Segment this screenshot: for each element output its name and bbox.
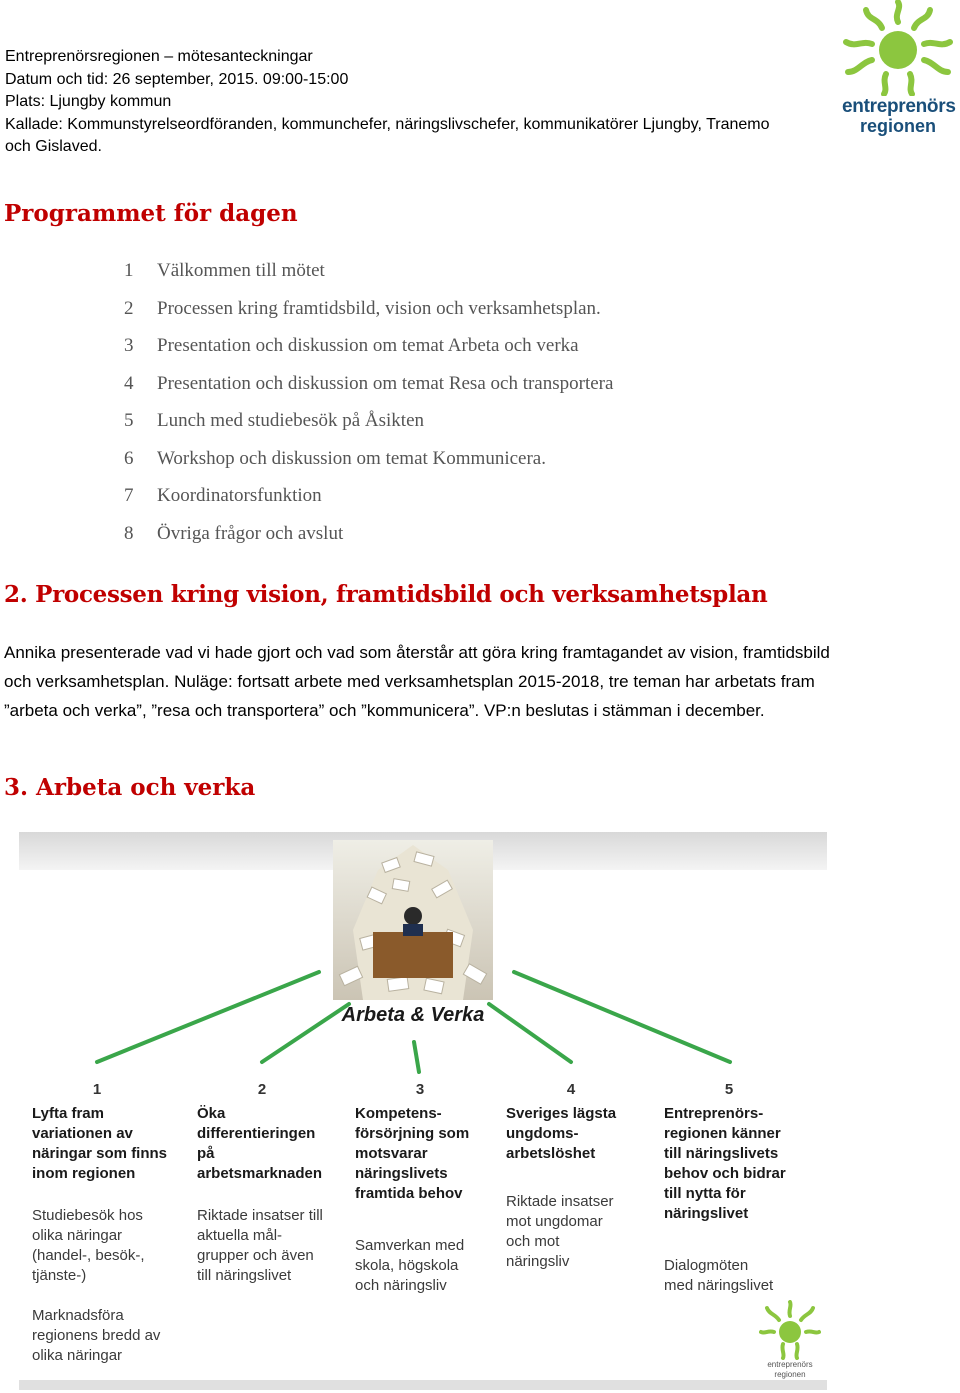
theme-desc-line: skola, högskola — [355, 1257, 459, 1274]
theme-title-line: framtida behov — [355, 1185, 463, 1202]
theme-title-line: näringar som finns — [32, 1145, 168, 1162]
theme-desc-line: och näringsliv — [355, 1277, 447, 1294]
theme-title-line: till nytta för — [664, 1185, 746, 1202]
theme-number: 5 — [724, 1081, 734, 1098]
agenda-number: 5 — [124, 410, 134, 431]
theme-title — [32, 1104, 167, 1184]
logo-word-entreprenors: entreprenörs — [842, 96, 956, 117]
slide-bottom-band — [19, 1380, 827, 1390]
theme-title-line: motsvarar — [355, 1145, 428, 1162]
section-3-heading: 3. Arbeta och verka — [4, 774, 256, 801]
theme-title-line: Lyfta fram — [32, 1105, 104, 1122]
agenda-number: 8 — [124, 522, 134, 544]
program-heading: Programmet för dagen — [4, 200, 298, 227]
theme-number: 4 — [566, 1081, 576, 1098]
agenda-number: 3 — [124, 335, 134, 356]
theme-desc-line: Riktade insatser till — [197, 1207, 323, 1224]
header-title: Entreprenörsregionen – mötesanteckningar — [5, 48, 313, 65]
agenda-number: 2 — [124, 297, 134, 319]
theme-title — [664, 1104, 786, 1224]
section-2-body: Annika presenterade vad vi hade gjort och vad som återstår att göra kring framtagandet av vision, framtidsbild och verksamhetsplan. Nuläge: fortsatt arbete med verksamhetsplan 2015-2018, tre teman har arbetats fram ”arbeta och verka”, ”resa och transportera” och ”kommunicera”. VP:n beslutas i stämman i december. — [4, 643, 830, 720]
slide-caption: Arbeta & Verka — [341, 1004, 485, 1026]
mini-logo-word-regionen: regionen — [774, 1370, 806, 1379]
theme-desc-line: (handel-, besök-, — [32, 1247, 145, 1264]
theme-desc-line: Dialogmöten — [664, 1257, 749, 1274]
mini-sun-logo-icon — [759, 1300, 821, 1360]
theme-title-line: arbetslöshet — [506, 1145, 596, 1162]
theme-desc-line: till näringslivet — [197, 1267, 292, 1284]
agenda-number: 4 — [124, 372, 134, 394]
agenda-text: Presentation och diskussion om temat Arbeta och verka — [157, 335, 579, 356]
theme-desc-line: olika näringar — [32, 1347, 123, 1364]
slide-mini-logo — [759, 1300, 821, 1384]
sun-logo-icon — [842, 0, 954, 96]
theme-title-line: arbetsmarknaden — [197, 1165, 323, 1182]
theme-title — [355, 1104, 469, 1204]
mini-logo-word-entreprenors: entreprenörs — [767, 1360, 813, 1369]
theme-title-line: näringslivet — [664, 1205, 749, 1222]
agenda-text: Presentation och diskussion om temat Resa och transportera — [157, 372, 614, 394]
theme-desc-line: Samverkan med — [355, 1237, 465, 1254]
theme-desc-line: och mot — [506, 1233, 560, 1250]
theme-description — [664, 1256, 773, 1296]
theme-title-line: behov och bidrar — [664, 1165, 786, 1182]
theme-desc-line: grupper och även — [197, 1247, 314, 1264]
theme-title-line: på — [197, 1145, 215, 1162]
theme-desc-spacer — [32, 1286, 160, 1306]
theme-title-line: Öka — [197, 1105, 226, 1122]
theme-title-line: ungdoms- — [506, 1125, 579, 1142]
logo-word-regionen: regionen — [859, 116, 936, 136]
agenda-text: Lunch med studiebesök på Åsikten — [157, 410, 425, 431]
theme-title-line: Entreprenörs- — [664, 1105, 764, 1122]
theme-desc-line: med näringslivet — [664, 1277, 774, 1294]
theme-description — [355, 1236, 464, 1296]
theme-desc-line: mot ungdomar — [506, 1213, 603, 1230]
theme-title-line: inom regionen — [32, 1165, 136, 1182]
agenda-text: Välkommen till mötet — [157, 260, 325, 281]
connector-lines — [19, 832, 827, 1092]
agenda-text: Processen kring framtidsbild, vision och verksamhetsplan. — [157, 297, 601, 319]
agenda-number: 6 — [124, 447, 134, 469]
theme-desc-line: regionens bredd av — [32, 1327, 161, 1344]
agenda-number: 7 — [124, 485, 134, 506]
theme-title-line: näringslivets — [355, 1165, 448, 1182]
theme-description — [32, 1206, 160, 1366]
theme-desc-line: aktuella mål- — [197, 1227, 283, 1244]
theme-title-line: regionen känner — [664, 1125, 781, 1142]
theme-desc-line: Marknadsföra — [32, 1307, 124, 1324]
theme-title-line: differentieringen — [197, 1125, 316, 1142]
agenda-text: Koordinatorsfunktion — [157, 485, 322, 506]
theme-description — [506, 1192, 614, 1272]
theme-title-line: Kompetens- — [355, 1105, 442, 1122]
theme-title-line: till näringslivets — [664, 1145, 779, 1162]
theme-number: 1 — [92, 1081, 102, 1098]
theme-desc-line: näringsliv — [506, 1253, 570, 1270]
agenda-text: Övriga frågor och avslut — [157, 522, 344, 544]
theme-description — [197, 1206, 323, 1286]
theme-desc-line: Studiebesök hos — [32, 1207, 143, 1224]
agenda-number: 1 — [124, 260, 134, 281]
theme-desc-line: Riktade insatser — [506, 1193, 614, 1210]
agenda-text: Workshop och diskussion om temat Kommunicera. — [157, 447, 546, 469]
theme-number: 3 — [415, 1081, 425, 1098]
header-invited: Kallade: Kommunstyrelseordföranden, kommunchefer, näringslivschefer, kommunikatörer Ljungby, Tranemo — [5, 115, 770, 133]
theme-title-line: försörjning som — [355, 1125, 470, 1142]
theme-title — [197, 1104, 322, 1184]
entreprenorsregionen-logo — [842, 0, 954, 140]
theme-desc-line: olika näringar — [32, 1227, 123, 1244]
theme-number: 2 — [257, 1081, 267, 1098]
document-header — [5, 46, 835, 159]
theme-title-line: Sveriges lägsta — [506, 1105, 617, 1122]
header-place: Plats: Ljungby kommun — [5, 93, 172, 110]
theme-desc-line: tjänste-) — [32, 1267, 87, 1284]
theme-title — [506, 1104, 616, 1164]
header-invited-cont: och Gislaved. — [5, 138, 102, 155]
arbeta-verka-slide — [19, 832, 827, 1390]
header-datetime: Datum och tid: 26 september, 2015. 09:00-15:00 — [5, 70, 349, 88]
theme-title-line: variationen av — [32, 1125, 133, 1142]
section-2-heading: 2. Processen kring vision, framtidsbild och verksamhetsplan — [4, 581, 768, 608]
